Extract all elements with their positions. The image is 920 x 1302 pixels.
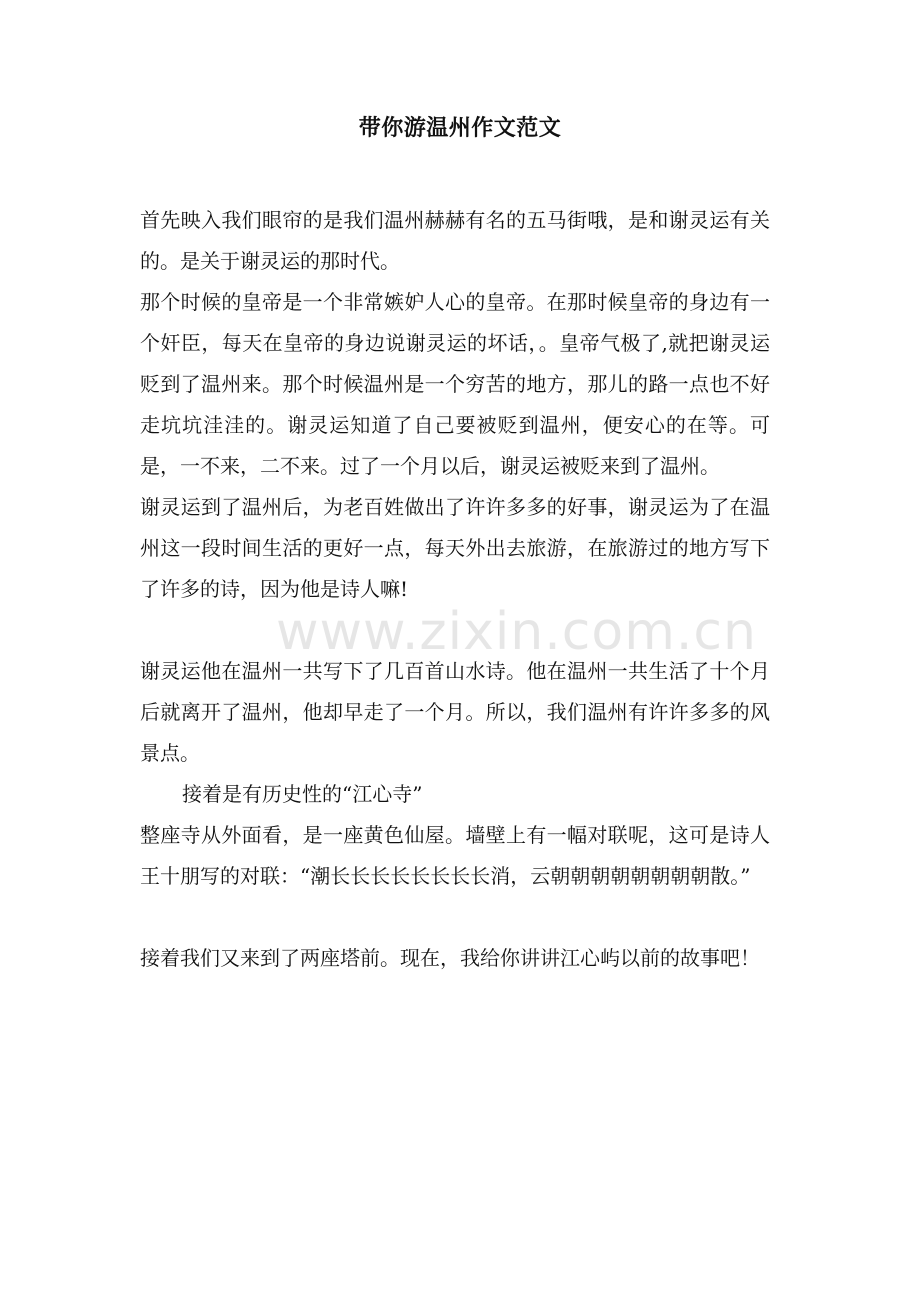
- paragraph-wuma-street: 首先映入我们眼帘的是我们温州赫赫有名的五马街哦，是和谢灵运有关的。是关于谢灵运的那时代。: [140, 208, 770, 273]
- watermark-text: www.zixin.com.cn: [276, 602, 757, 662]
- paragraph-gap: [140, 897, 770, 938]
- paragraph-landscape-poems: 谢灵运他在温州一共写下了几百首山水诗。他在温州一共生活了十个月后就离开了温州，他却早走了一个月。所以，我们温州有许许多多的风景点。: [140, 659, 770, 765]
- paragraph-jiangxin-temple-heading: 接着是有历史性的“江心寺”: [182, 782, 423, 806]
- paragraph-temple-couplet: 整座寺从外面看，是一座黄色仙屋。墙壁上有一幅对联呢，这可是诗人王十朋写的对联：“潮长长长长长长长长消，云朝朝朝朝朝朝朝朝散。”: [140, 823, 770, 888]
- paragraph-gap: [140, 610, 770, 651]
- document-body: [140, 200, 770, 979]
- paragraph-emperor: 那个时候的皇帝是一个非常嫉妒人心的皇帝。在那时候皇帝的身边有一个奸臣，每天在皇帝的身边说谢灵运的坏话，。皇帝气极了,就把谢灵运贬到了温州来。那个时候温州是一个穷苦的地方，那儿的路一点也不好走坑坑洼洼的。谢灵运知道了自己要被贬到温州，便安心的在等。可是，一不来，二不来。过了一个月以后，谢灵运被贬来到了温州。: [140, 290, 770, 478]
- paragraph-good-deeds: 谢灵运到了温州后，为老百姓做出了许许多多的好事，谢灵运为了在温州这一段时间生活的更好一点，每天外出去旅游，在旅游过的地方写下了许多的诗，因为他是诗人嘛!: [140, 495, 770, 601]
- document-title: 带你游温州作文范文: [358, 115, 562, 141]
- paragraph-two-towers: 接着我们又来到了两座塔前。现在，我给你讲讲江心屿以前的故事吧！: [140, 946, 760, 970]
